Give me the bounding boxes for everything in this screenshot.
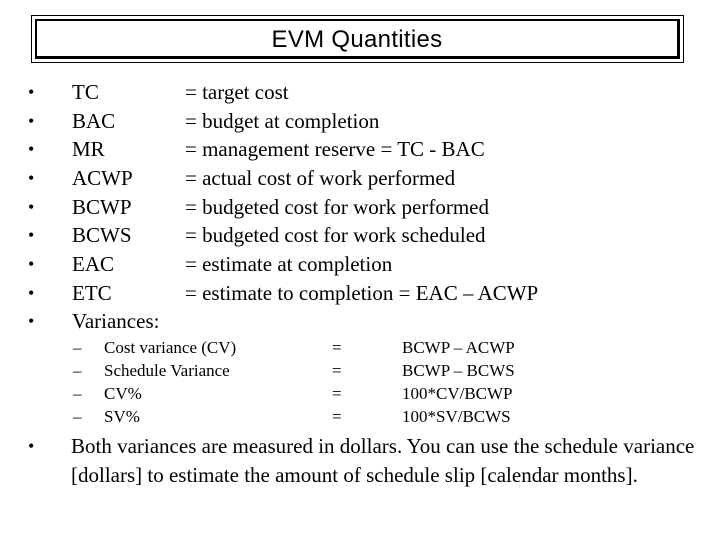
definition: = management reserve = TC - BAC [185, 137, 485, 161]
definition: = budgeted cost for work performed [185, 195, 489, 219]
bullet-icon: • [28, 139, 35, 159]
variance-item [0, 382, 720, 406]
variance-label: SV% [104, 407, 140, 426]
bullet-icon: • [28, 82, 35, 102]
variance-item [0, 359, 720, 383]
equals-sign: = [332, 361, 342, 380]
title-frame [31, 15, 684, 63]
term: Variances: [72, 309, 160, 333]
title-inner-frame [35, 19, 680, 59]
bullet-icon: • [28, 225, 35, 245]
term: EAC [72, 252, 114, 276]
variance-formula: BCWP – ACWP [402, 338, 515, 357]
bullet-icon: • [28, 111, 35, 131]
term: ACWP [72, 166, 133, 190]
definition: = target cost [185, 80, 289, 104]
variance-formula: 100*CV/BCWP [402, 384, 513, 403]
bullet-icon: • [28, 436, 35, 456]
term: BCWP [72, 195, 132, 219]
equals-sign: = [332, 407, 342, 426]
definition: = actual cost of work performed [185, 166, 456, 190]
bullet-icon: • [28, 168, 35, 188]
definition: = budget at completion [185, 109, 380, 133]
variance-label: CV% [104, 384, 142, 403]
term: MR [72, 137, 105, 161]
variance-item [0, 405, 720, 429]
bullet-icon: • [28, 197, 35, 217]
bullet-icon: • [28, 311, 35, 331]
term: BCWS [72, 223, 132, 247]
term: ETC [72, 281, 112, 305]
dash-icon: – [73, 407, 82, 426]
bullet-icon: • [28, 254, 35, 274]
equals-sign: = [332, 384, 342, 403]
term: BAC [72, 109, 116, 133]
variance-label: Schedule Variance [104, 361, 230, 380]
dash-icon: – [73, 384, 82, 403]
note-text: Both variances are measured in dollars. You can use the schedule variance [dollars] to estimate the amount of schedule slip [calendar months]. [71, 434, 695, 487]
variance-label: Cost variance (CV) [104, 338, 237, 357]
equals-sign: = [332, 338, 342, 357]
term: TC [72, 80, 99, 104]
page-title: EVM Quantities [271, 25, 443, 53]
definition: = budgeted cost for work scheduled [185, 223, 486, 247]
dash-icon: – [73, 338, 82, 357]
dash-icon: – [73, 361, 82, 380]
variance-formula: 100*SV/BCWS [402, 407, 511, 426]
definition: = estimate to completion = EAC – ACWP [185, 281, 539, 305]
bullet-icon: • [28, 283, 35, 303]
definition: = estimate at completion [185, 252, 393, 276]
variance-formula: BCWP – BCWS [402, 361, 515, 380]
variance-item [0, 336, 720, 360]
